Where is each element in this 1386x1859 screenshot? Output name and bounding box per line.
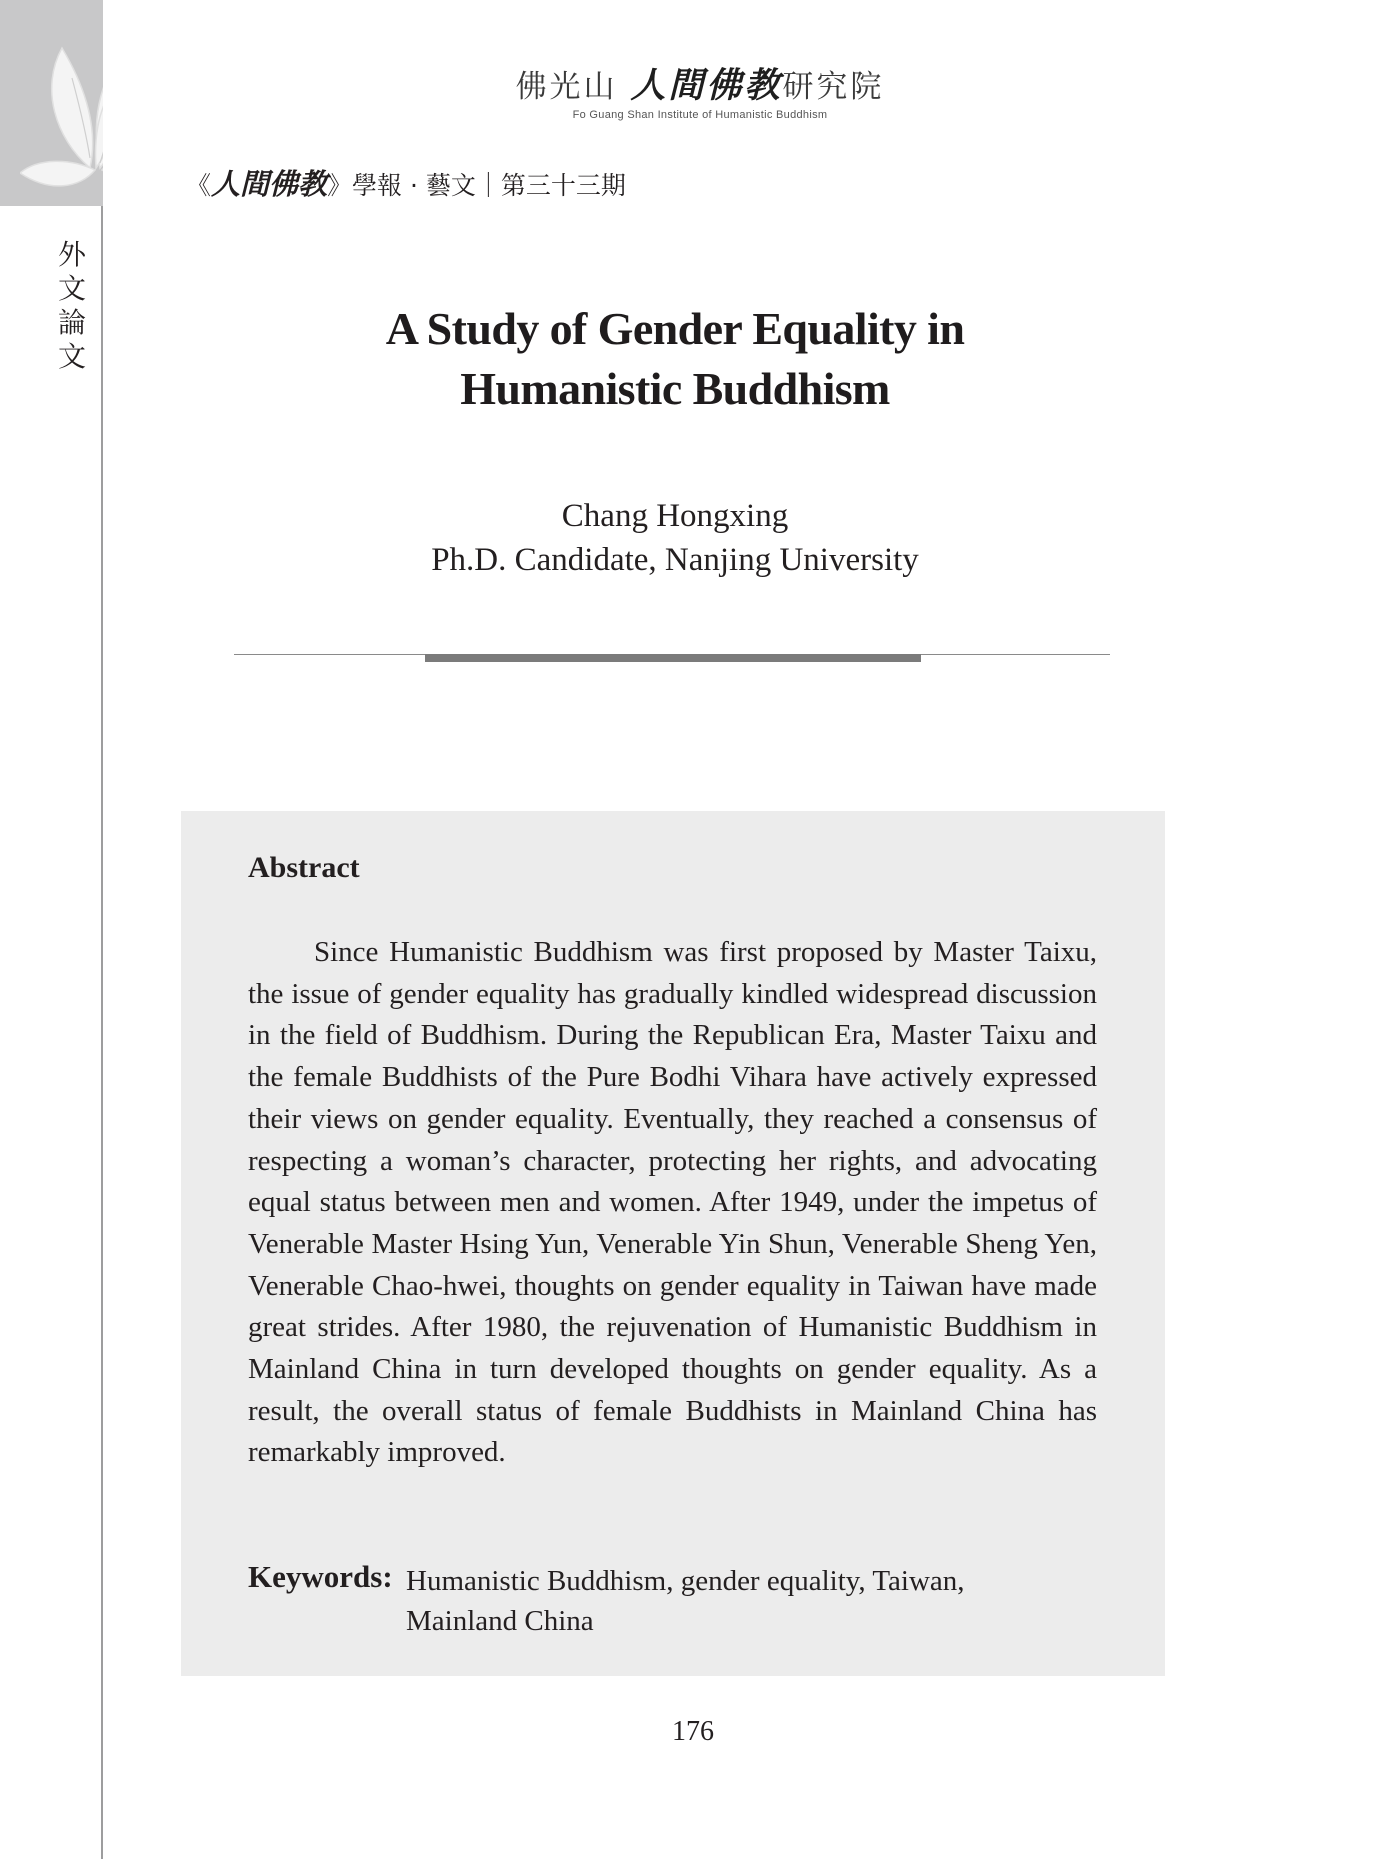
abstract-body: Since Humanistic Buddhism was first proposed by Master Taixu, the issue of gender equality has gradually kindled widespread discussion in the field of Buddhism. During the Republican Era, Master Taixu and the female Buddhists of the Pure Bodhi Vihara have actively expressed their views on gender equality. Eventually, they reached a consensus of respecting a woman’s character, protecting her rights, and advocating equal status between men and women. After 1949, under the impetus of Venerable Master Hsing Yun, Venerable Yin Shun, Venerable Sheng Yen, Venerable Chao-hwei, thoughts on gender equality in Taiwan have made great strides. After 1980, the rejuvenation of Humanistic Buddhism in Mainland China in turn developed thoughts on gender equality. As a result, the overall status of female Buddhists in Mainland China has remarkably improved.	[248, 936, 1097, 1469]
title-divider-accent	[425, 654, 921, 662]
journal-close-bracket: 》	[327, 171, 353, 200]
corner-decoration	[0, 0, 103, 206]
author-affiliation: Ph.D. Candidate, Nanjing University	[431, 542, 919, 578]
author-name: Chang Hongxing	[561, 498, 789, 534]
keywords-list: Humanistic Buddhism, gender equality, Taiwan, Mainland China	[406, 1565, 965, 1637]
abstract-heading: Abstract	[248, 851, 360, 884]
institute-english-name: Fo Guang Shan Institute of Humanistic Buddhism	[572, 109, 828, 121]
section-tab-label: 外文論文	[57, 238, 86, 373]
institute-brand: 人間佛教	[630, 65, 783, 106]
paper-title-line-2: Humanistic Buddhism	[460, 363, 890, 414]
institute-header	[480, 58, 920, 121]
journal-header	[186, 162, 626, 203]
institute-prefix: 佛光山	[515, 69, 618, 105]
institute-suffix: 研究院	[782, 69, 885, 105]
institute-name	[480, 58, 920, 108]
paper-title	[240, 299, 1110, 419]
margin-rule	[101, 206, 103, 1859]
journal-open-bracket: 《	[186, 171, 212, 200]
page-number: 176	[672, 1716, 714, 1747]
keywords-label: Keywords:	[248, 1559, 393, 1594]
journal-brand: 人間佛教	[211, 167, 328, 201]
journal-issue: 學報 · 藝文｜第三十三期	[352, 171, 626, 200]
abstract-box	[181, 811, 1165, 1676]
lotus-flower-icon	[20, 18, 103, 198]
paper-title-line-1: A Study of Gender Equality in	[385, 303, 965, 354]
author-block	[300, 494, 1050, 582]
